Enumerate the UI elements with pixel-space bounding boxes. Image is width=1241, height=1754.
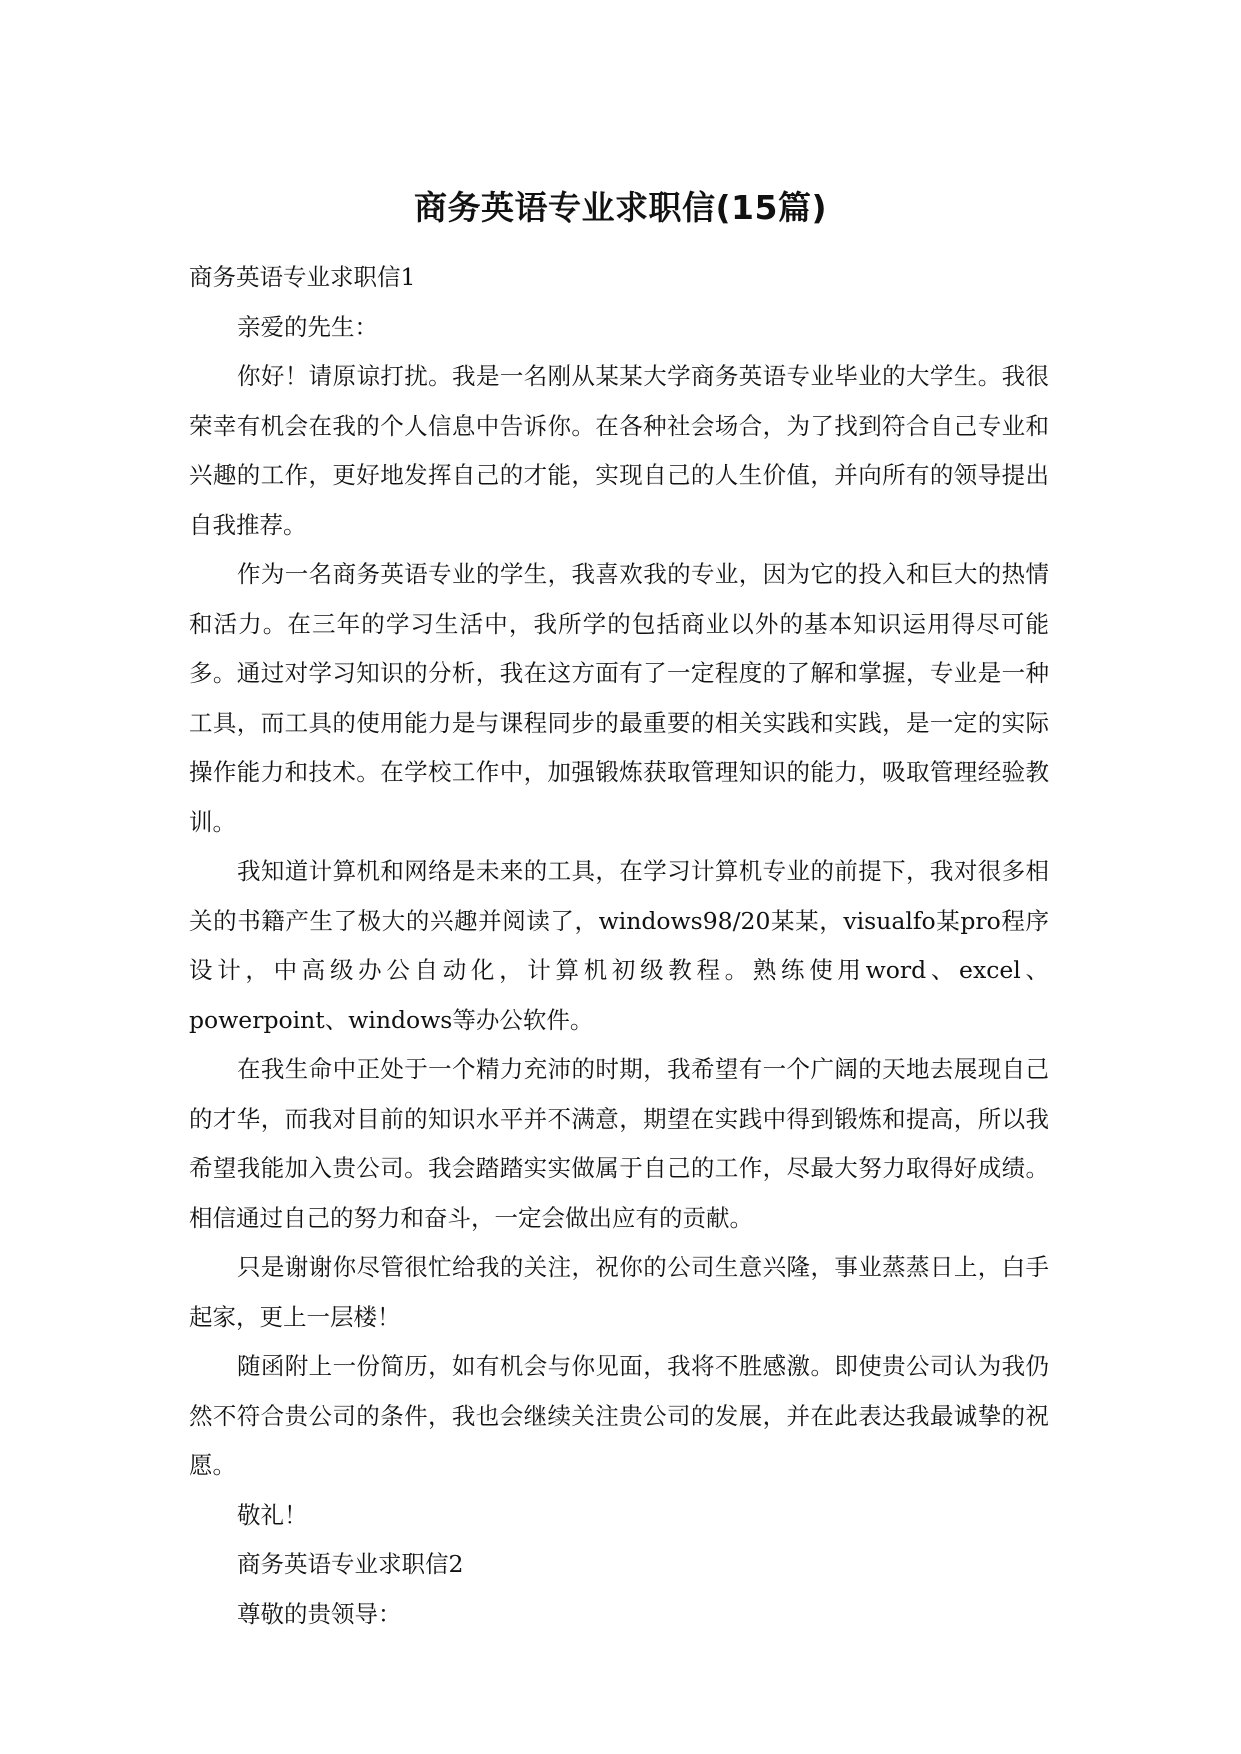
document-title: 商务英语专业求职信(15篇) — [413, 188, 828, 227]
body-paragraph: 在我生命中正处于一个精力充沛的时期，我希望有一个广阔的天地去展现自己的才华，而我对目前的知识水平并不满意，期望在实践中得到锻炼和提高，所以我希望我能加入贵公司。我会踏踏实实做属于自己的工作，尽最大努力取得好成绩。相信通过自己的努力和奋斗，一定会做出应有的贡献。 — [189, 1055, 1049, 1232]
letter-heading: 商务英语专业求职信2 — [237, 1550, 464, 1578]
document-body — [189, 253, 1049, 1639]
closing: 敬礼！ — [237, 1500, 308, 1529]
body-paragraph: 随函附上一份简历，如有机会与你见面，我将不胜感激。即使贵公司认为我仍然不符合贵公司的条件，我也会继续关注贵公司的发展，并在此表达我最诚挚的祝愿。 — [189, 1352, 1049, 1479]
salutation: 尊敬的贵领导： — [237, 1599, 402, 1628]
body-paragraph: 你好！请原谅打扰。我是一名刚从某某大学商务英语专业毕业的大学生。我很荣幸有机会在我的个人信息中告诉你。在各种社会场合，为了找到符合自己专业和兴趣的工作，更好地发挥自己的才能，实现自己的人生价值，并向所有的领导提出自我推荐。 — [189, 362, 1049, 539]
body-paragraph: 作为一名商务英语专业的学生，我喜欢我的专业，因为它的投入和巨大的热情和活力。在三年的学习生活中，我所学的包括商业以外的基本知识运用得尽可能多。通过对学习知识的分析，我在这方面有了一定程度的了解和掌握，专业是一种工具，而工具的使用能力是与课程同步的最重要的相关实践和实践，是一定的实际操作能力和技术。在学校工作中，加强锻炼获取管理知识的能力，吸取管理经验教训。 — [189, 560, 1049, 836]
letter-heading: 商务英语专业求职信1 — [189, 263, 416, 291]
salutation: 亲爱的先生： — [237, 312, 378, 341]
body-paragraph: 我知道计算机和网络是未来的工具，在学习计算机专业的前提下，我对很多相关的书籍产生了极大的兴趣并阅读了，windows98/20某某，visualfo某pro程序设计，中高级办公自动化，计算机初级教程。熟练使用word、excel、powerpoint、windows等办公软件。 — [189, 857, 1049, 1034]
body-paragraph: 只是谢谢你尽管很忙给我的关注，祝你的公司生意兴隆，事业蒸蒸日上，白手起家，更上一层楼！ — [189, 1253, 1049, 1331]
